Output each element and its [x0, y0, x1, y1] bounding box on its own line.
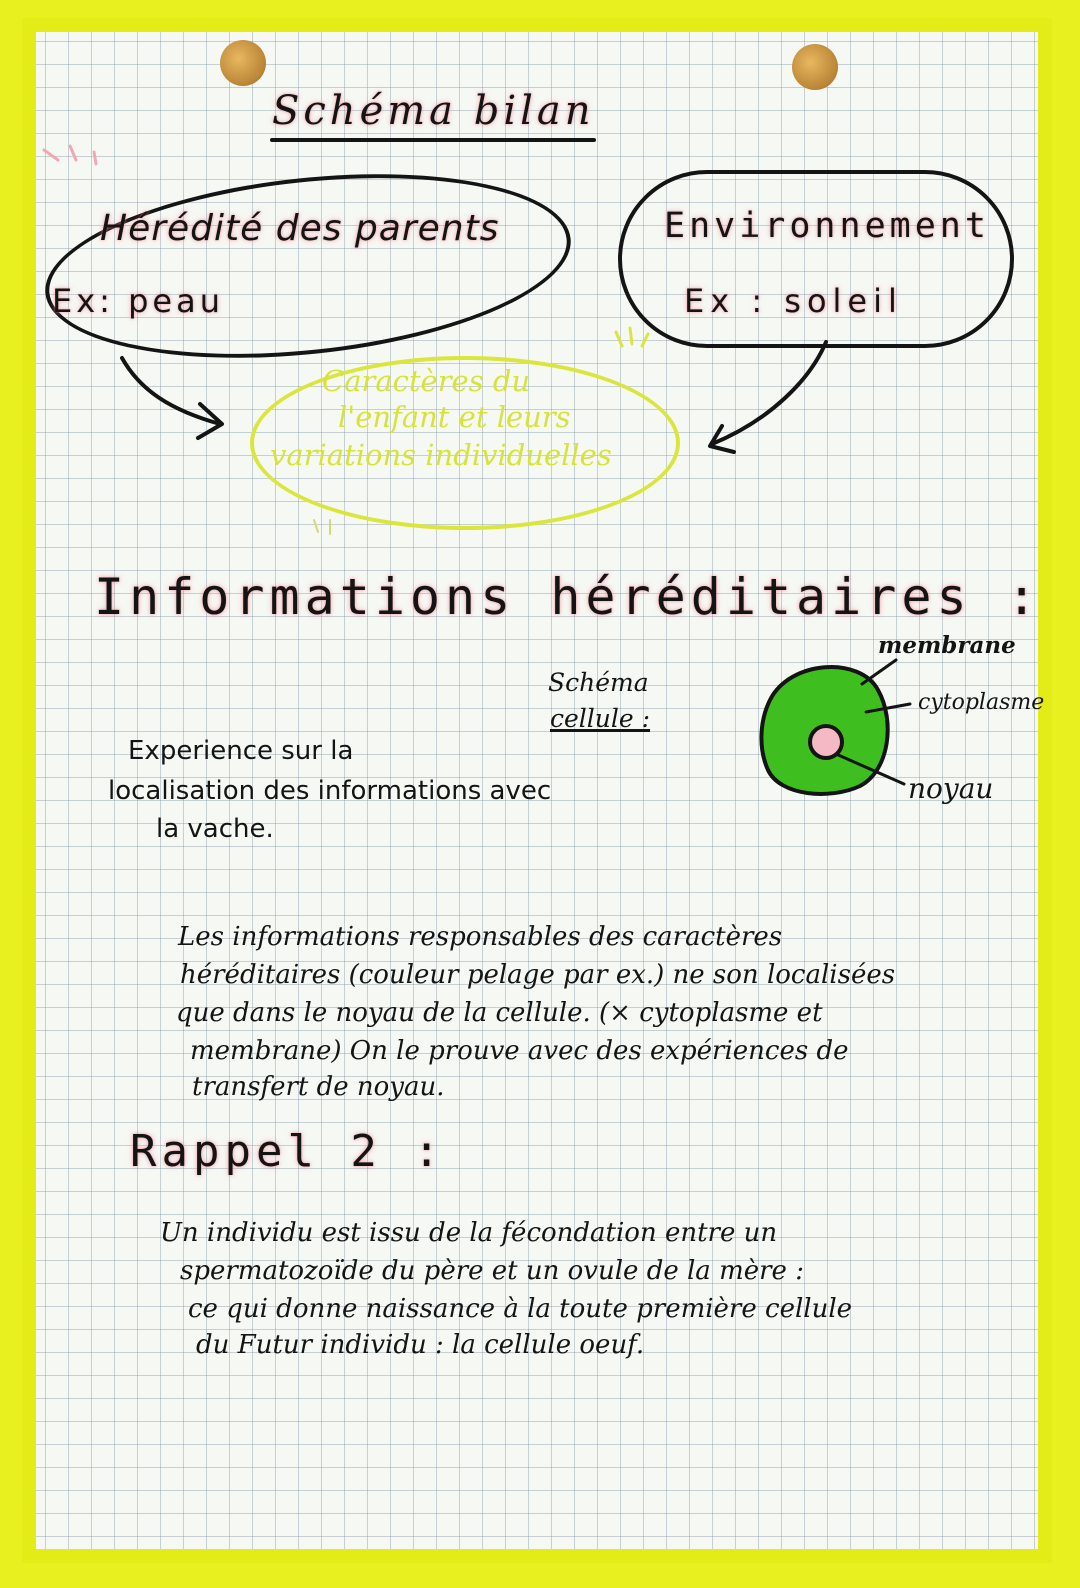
experiment-line1: Experience sur la [128, 736, 354, 766]
paragraph2-line2: spermatozoïde du père et un ovule de la mère : [180, 1256, 804, 1286]
paragraph1-line3: que dans le noyau de la cellule. (× cytoplasme et [176, 998, 823, 1028]
experiment-line3: la vache. [156, 814, 274, 844]
paragraph2-line4: du Futur individu : la cellule oeuf. [196, 1330, 645, 1360]
cell-caption-line1: Schéma [548, 668, 649, 697]
schema-title: Schéma bilan [272, 88, 595, 134]
environment-bubble-title: Environnement [664, 206, 990, 246]
cell-label-cytoplasm: cytoplasme [918, 690, 1045, 715]
cell-label-membrane: membrane [878, 632, 1016, 659]
paragraph1-line4: membrane) On le prouve avec des expériences de [190, 1036, 849, 1066]
paragraph1-line1: Les informations responsables des caractères [178, 922, 783, 952]
paragraph2-line3: ce qui donne naissance à la toute première cellule [188, 1294, 853, 1324]
paragraph1-line2: héréditaires (couleur pelage par ex.) ne son localisées [180, 960, 896, 990]
heredity-bubble-title: Hérédité des parents [100, 208, 500, 249]
experiment-line2: localisation des informations avec [108, 776, 552, 806]
heredity-bubble-example: Ex: peau [52, 282, 224, 320]
paragraph1-line5: transfert de noyau. [192, 1072, 445, 1102]
section-title-rappel: Rappel 2 : [130, 1126, 445, 1177]
cell-caption-line2: cellule : [550, 704, 651, 733]
paragraph2-line1: Un individu est issu de la fécondation entre un [160, 1218, 778, 1248]
center-bubble-line2: l'enfant et leurs [338, 400, 571, 434]
cell-label-nucleus: noyau [908, 772, 994, 805]
section-title-informations: Informations héréditaires : [94, 568, 1042, 626]
center-bubble-line3: variations individuelles [270, 438, 612, 472]
center-bubble-line1: Caractères du [322, 364, 531, 398]
environment-bubble-example: Ex : soleil [684, 282, 903, 320]
